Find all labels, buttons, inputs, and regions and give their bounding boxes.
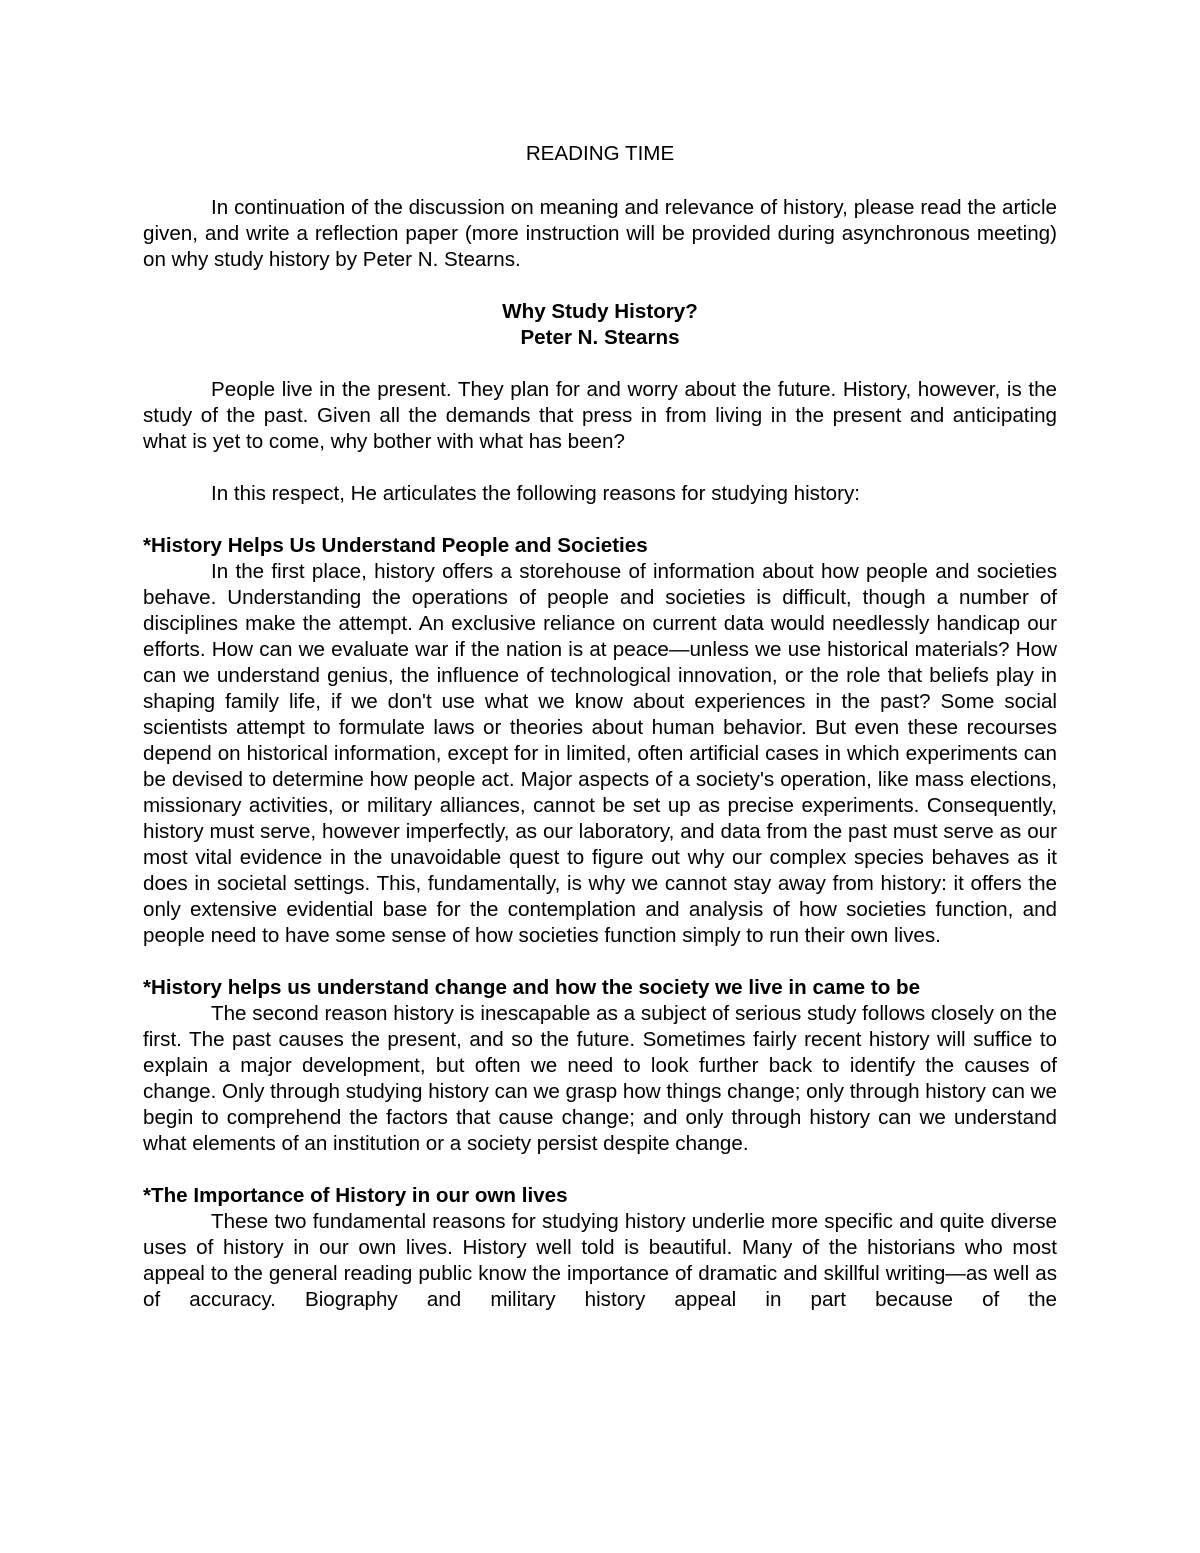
section-body-own-lives: These two fundamental reasons for studying history underlie more specific and quite diverse uses of history in our own lives. History well told is beautiful. Many of the historians who most appeal to the general reading public know the importance of dramatic and skillful writing—as well as of accuracy. Biography and military history appeal in part because of the bbox=[143, 1210, 1057, 1311]
intro-paragraph: In continuation of the discussion on meaning and relevance of history, please read the article given, and write a reflection paper (more instruction will be provided during asynchronous meeting) on why study history by Peter N. Stearns. bbox=[143, 196, 1057, 271]
spacer bbox=[143, 273, 1057, 299]
section-body-people-societies: In the first place, history offers a storehouse of information about how people and societies behave. Understanding the operations of people and societies is difficult, though a number of disciplines make the attempt. An exclusive reliance on current data would needlessly handicap our efforts. How can we evaluate war if the nation is at peace—unless we use historical materials? How can we understand genius, the influence of technological innovation, or the role that beliefs play in shaping family life, if we don't use what we know about experiences in the past? Some social scientists attempt to formulate laws or theories about human behavior. But even these recourses depend on historical information, except for in limited, often artificial cases in which experiments can be devised to determine how people act. Major aspects of a society's operation, like mass elections, missionary activities, or military alliances, cannot be set up as precise experiments. Consequently, history must serve, however imperfectly, as our laboratory, and data from the past must serve as our most vital evidence in the unavoidable quest to figure out why our complex species behaves as it does in societal settings. This, fundamentally, is why we cannot stay away from history: it offers the only extensive evidential base for the contemplation and analysis of how societies function, and people need to have some sense of how societies function simply to run their own lives. bbox=[143, 560, 1057, 947]
document-page bbox=[143, 138, 1057, 1313]
article-title: Why Study History? bbox=[502, 300, 698, 323]
page-heading: READING TIME bbox=[525, 142, 675, 165]
section-heading-own-lives: *The Importance of History in our own lives bbox=[143, 1184, 568, 1207]
spacer bbox=[143, 507, 1057, 533]
reasons-intro-paragraph: In this respect, He articulates the following reasons for studying history: bbox=[211, 482, 861, 505]
spacer bbox=[143, 949, 1057, 975]
spacer bbox=[143, 351, 1057, 377]
spacer bbox=[143, 455, 1057, 481]
section-heading-people-societies: *History Helps Us Understand People and Societies bbox=[143, 534, 648, 557]
section-body-change: The second reason history is inescapable as a subject of serious study follows closely on the first. The past causes the present, and so the future. Sometimes fairly recent history will suffice to explain a major development, but often we need to look further back to identify the causes of change. Only through studying history can we grasp how things change; only through history can we begin to comprehend the factors that cause change; and only through history can we understand what elements of an institution or a society persist despite change. bbox=[143, 1002, 1057, 1155]
spacer bbox=[143, 170, 1057, 195]
opening-paragraph: People live in the present. They plan for and worry about the future. History, however, is the study of the past. Given all the demands that press in from living in the present and anticipating what is yet to come, why bother with what has been? bbox=[143, 378, 1057, 453]
article-author: Peter N. Stearns bbox=[520, 326, 680, 349]
spacer bbox=[143, 1157, 1057, 1183]
section-heading-change: *History helps us understand change and how the society we live in came to be bbox=[143, 976, 921, 999]
